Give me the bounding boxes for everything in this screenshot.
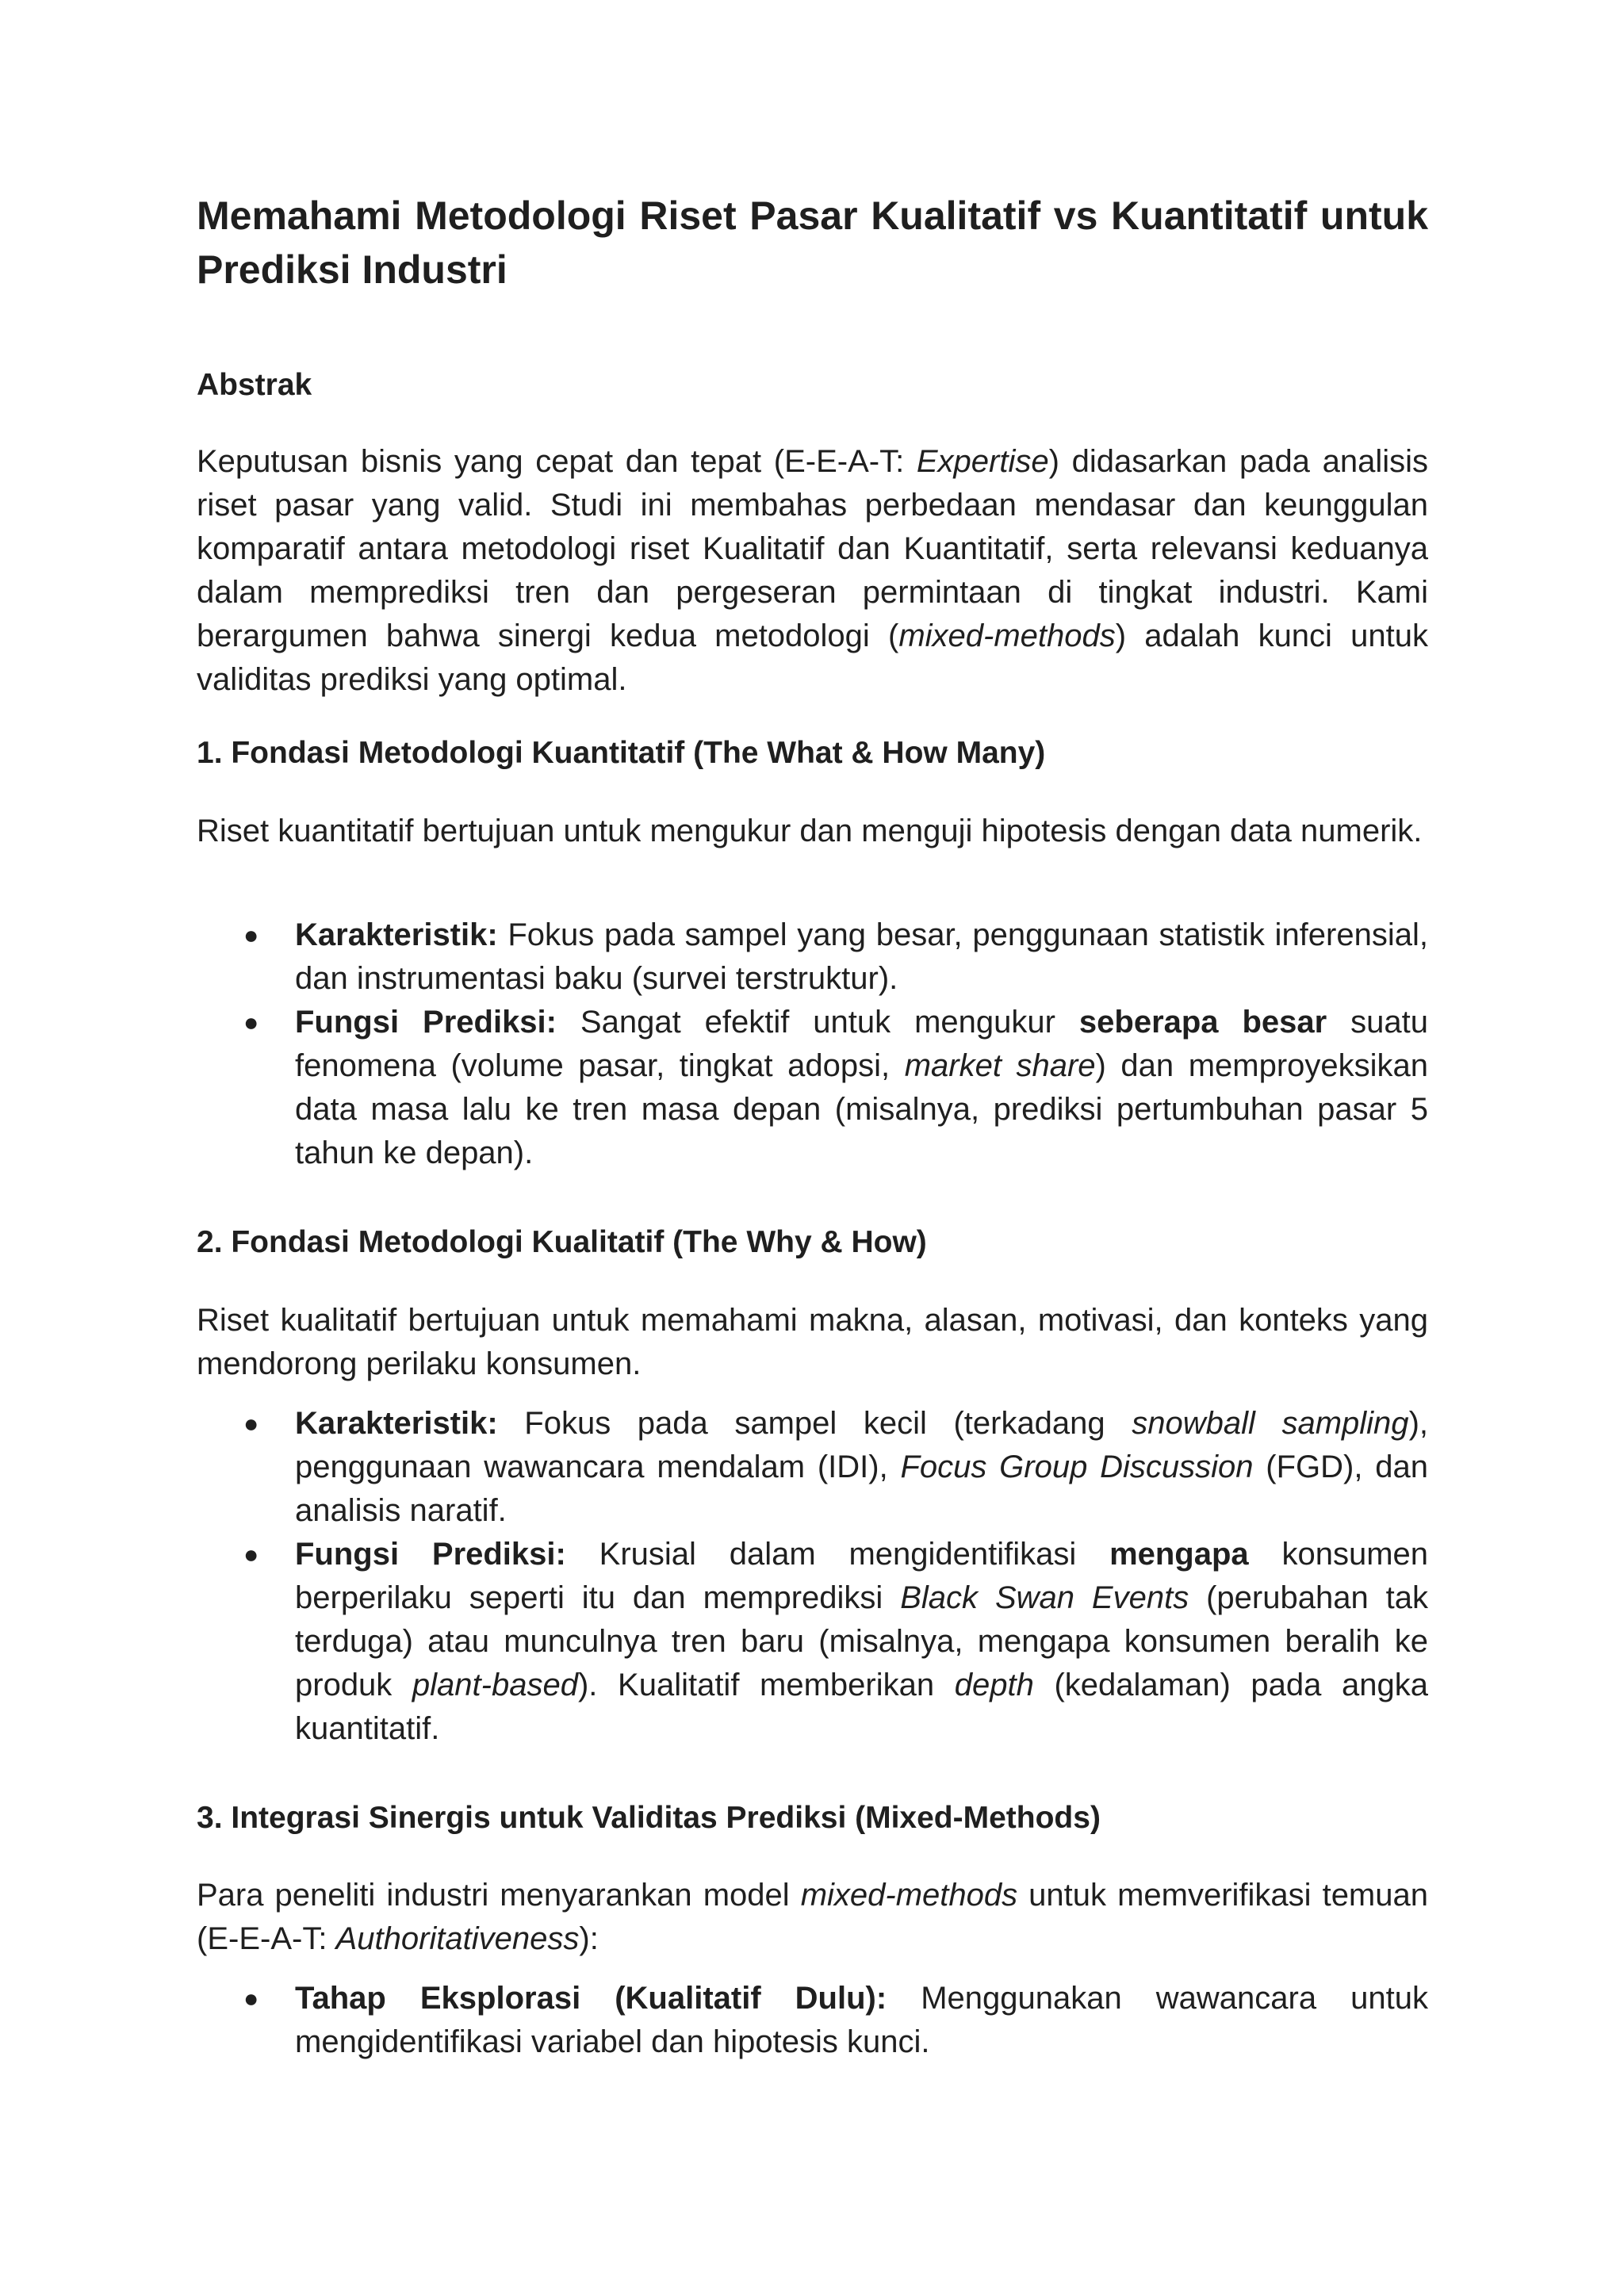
list-item: Karakteristik: Fokus pada sampel kecil (terkadang snowball sampling), penggunaan wawancara mendalam (IDI), Focus Group Discussion (FGD), dan analisis naratif. [295,1406,1428,1528]
abstract-heading: Abstrak [197,368,312,402]
document-title: Memahami Metodologi Riset Pasar Kualitatif vs Kuantitatif untuk Prediksi Industri [197,193,1428,292]
section-1-heading: 1. Fondasi Metodologi Kuantitatif (The What & How Many) [197,736,1046,770]
list-item: Fungsi Prediksi: Krusial dalam mengidentifikasi mengapa konsumen berperilaku seperti itu dan memprediksi Black Swan Events (perubahan tak terduga) atau munculnya tren baru (misalnya, mengapa konsumen beralih ke produk plant-based). Kualitatif memberikan depth (kedalaman) pada angka kuantitatif. [295,1537,1429,1746]
bullet-dot: ● [243,1540,259,1568]
bullet-dot: ● [243,1984,259,2013]
section-3-heading: 3. Integrasi Sinergis untuk Validitas Prediksi (Mixed-Methods) [197,1801,1101,1835]
bullet-dot: ● [243,1409,259,1438]
section-1-intro: Riset kuantitatif bertujuan untuk mengukur dan menguji hipotesis dengan data numerik. [197,814,1423,848]
list-item: Tahap Eksplorasi (Kualitatif Dulu): Menggunakan wawancara untuk mengidentifikasi variabel dan hipotesis kunci. [295,1981,1428,2059]
section-2-heading: 2. Fondasi Metodologi Kualitatif (The Why & How) [197,1225,927,1259]
section-2-intro: Riset kualitatif bertujuan untuk memahami makna, alasan, motivasi, dan konteks yang mendorong perilaku konsumen. [197,1303,1428,1381]
abstract-paragraph: Keputusan bisnis yang cepat dan tepat (E-E-A-T: Expertise) didasarkan pada analisis riset pasar yang valid. Studi ini membahas perbedaan mendasar dan keunggulan komparatif antara metodologi riset Kualitatif dan Kuantitatif, serta relevansi keduanya dalam memprediksi tren dan pergeseran permintaan di tingkat industri. Kami berargumen bahwa sinergi kedua metodologi (mixed-methods) adalah kunci untuk validitas prediksi yang optimal. [197,444,1428,697]
list-item: Fungsi Prediksi: Sangat efektif untuk mengukur seberapa besar suatu fenomena (volume pasar, tingkat adopsi, market share) dan memproyeksikan data masa lalu ke tren masa depan (misalnya, prediksi pertumbuhan pasar 5 tahun ke depan). [295,1005,1429,1170]
bullet-dot: ● [243,921,259,949]
bullet-dot: ● [243,1008,259,1036]
section-3-intro: Para peneliti industri menyarankan model mixed-methods untuk memverifikasi temuan (E-E-A-T: Authoritativeness): [197,1878,1428,1956]
list-item: Karakteristik: Fokus pada sampel yang besar, penggunaan statistik inferensial, dan instrumentasi baku (survei terstruktur). [295,917,1428,996]
